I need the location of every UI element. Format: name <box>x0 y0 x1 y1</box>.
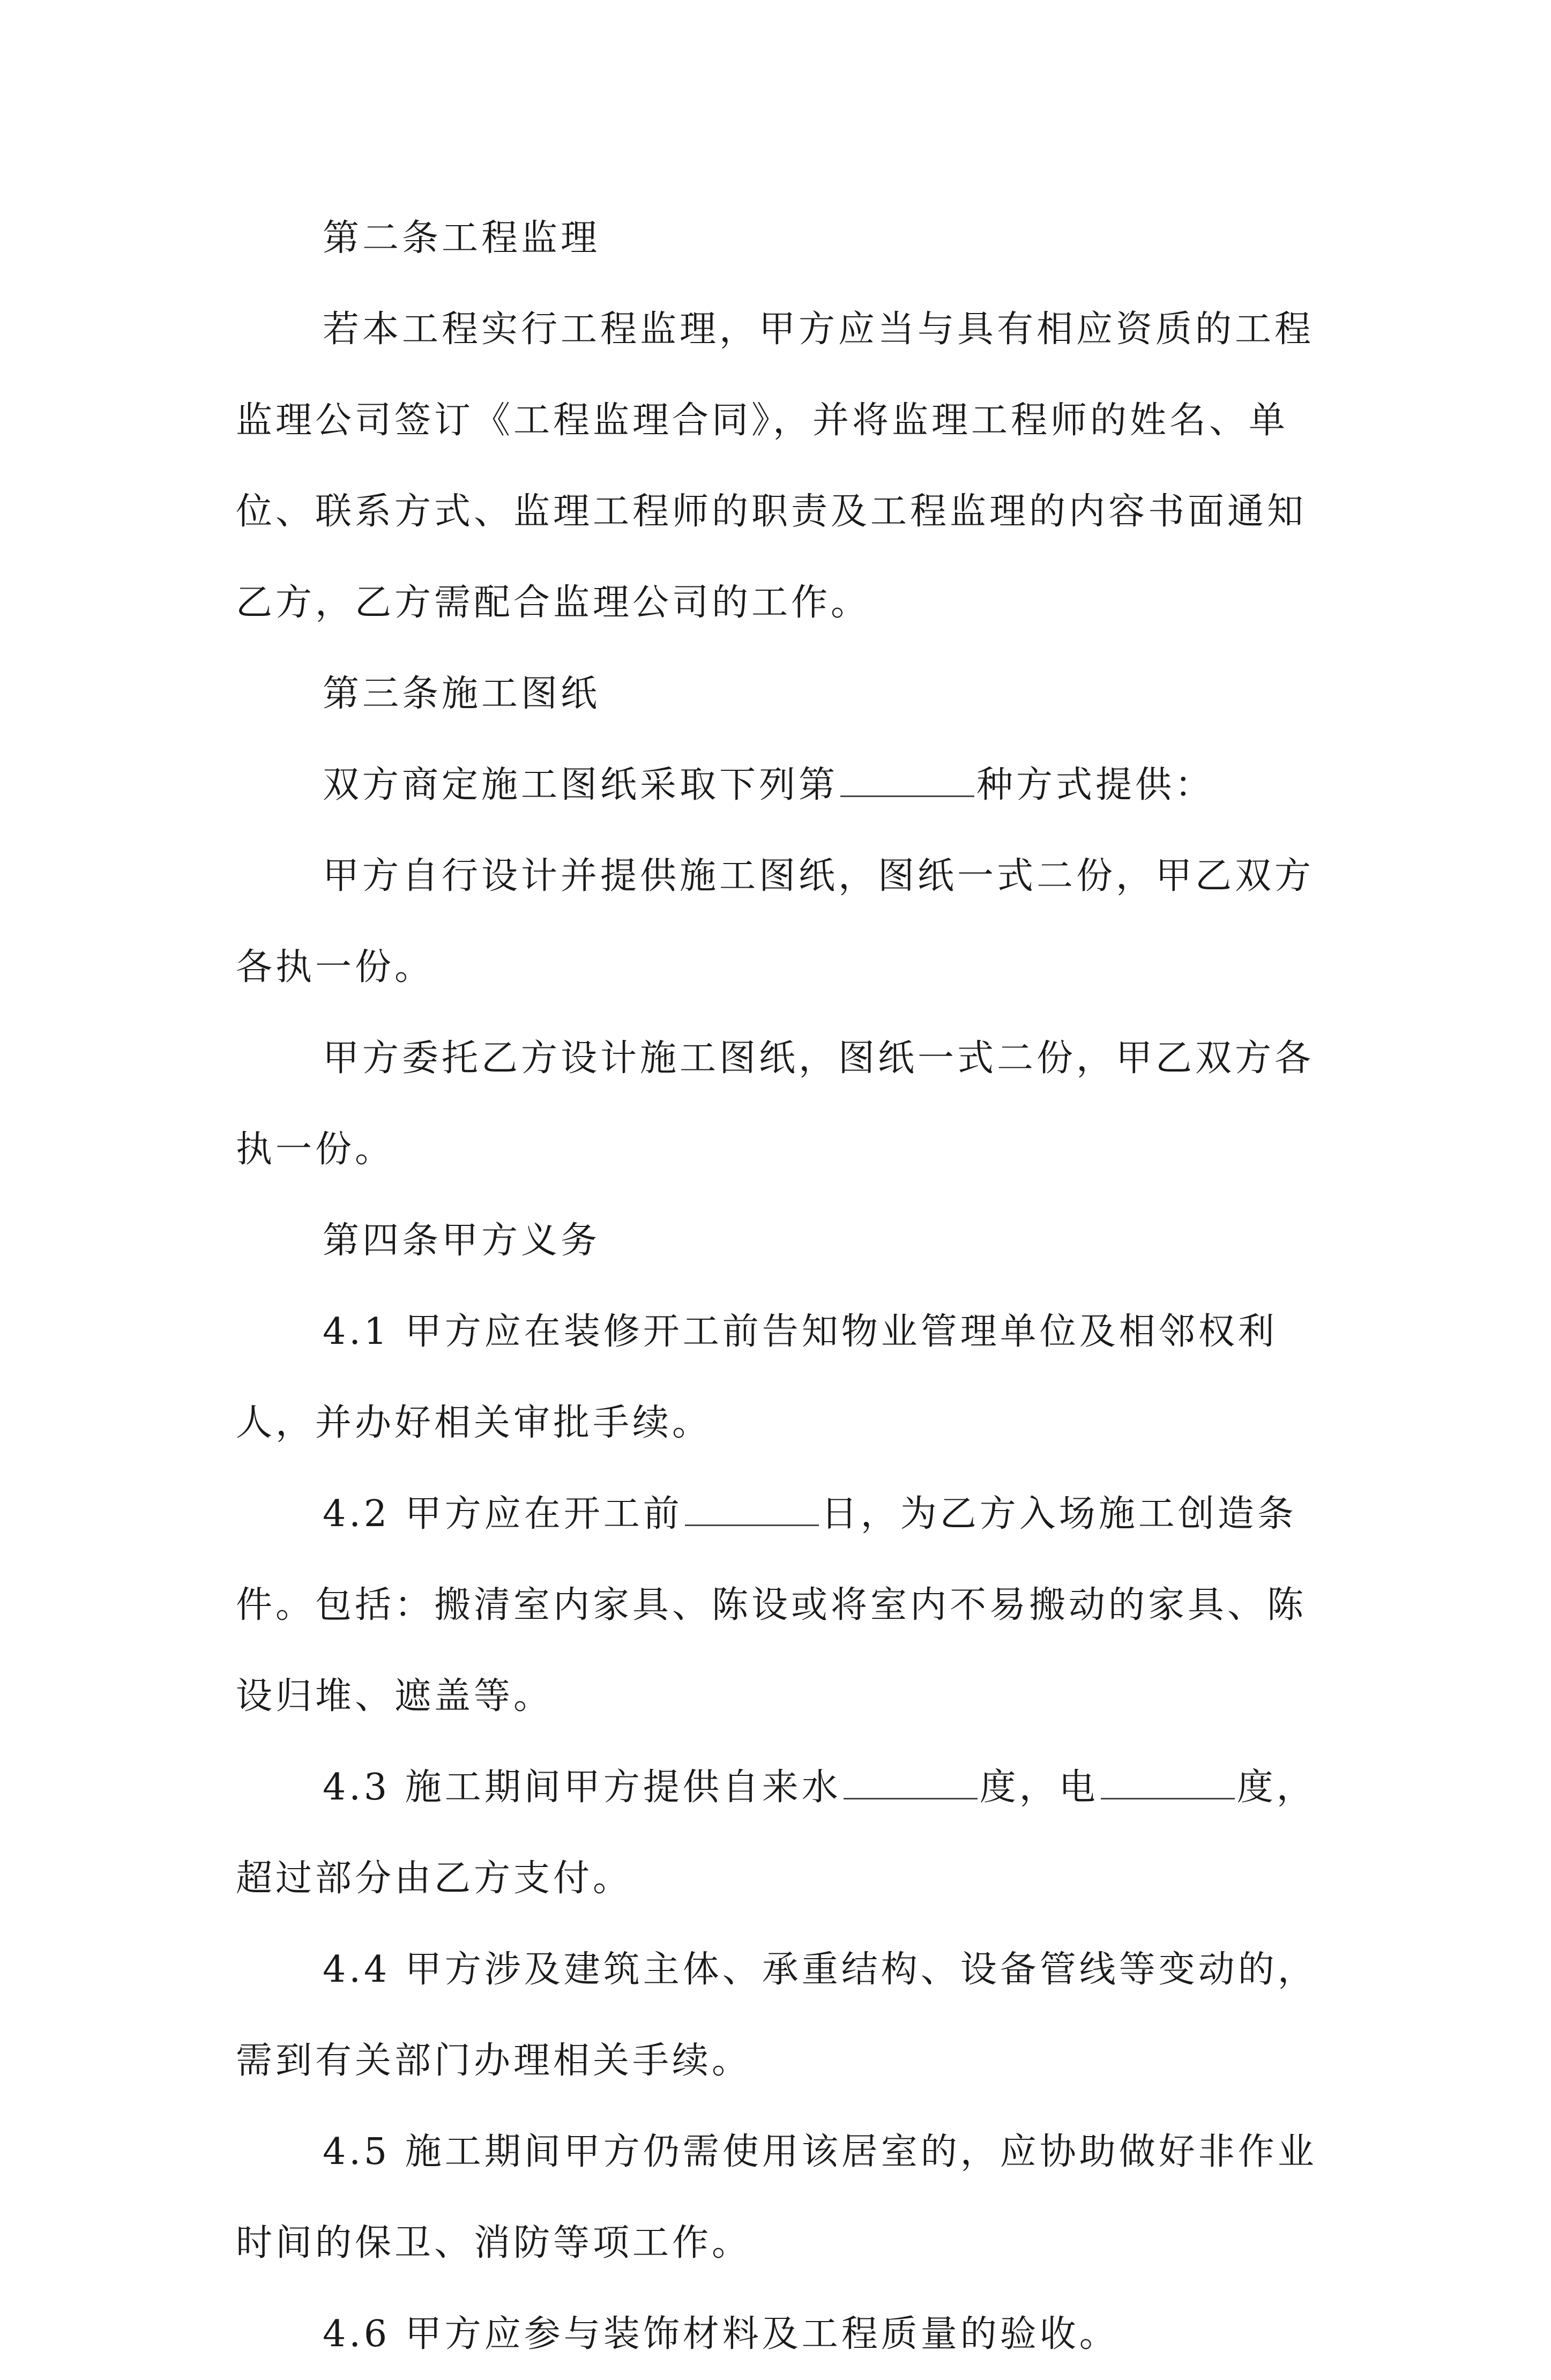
article-3-intro-start: 双方商定施工图纸采取下列第 <box>323 764 839 806</box>
article-4-item-6: 4.6 甲方应参与装饰材料及工程质量的验收。 <box>323 2313 1119 2355</box>
contract-text <box>236 193 1334 2380</box>
article-4-item-2 <box>236 1469 1334 1742</box>
fill-blank-water <box>844 1767 978 1799</box>
article-4-item-5: 4.5 施工期间甲方仍需使用该居室的，应协助做好非作业时间的保卫、消防等项工作。 <box>236 2131 1317 2264</box>
article-3-intro <box>236 740 1334 831</box>
article-4-heading: 第四条甲方义务 <box>323 1219 601 1262</box>
article-4-item-3 <box>236 1742 1334 1924</box>
article-4-item-3-start: 4.3 施工期间甲方提供自来水 <box>323 1766 841 1809</box>
fill-blank-electricity <box>1101 1767 1235 1799</box>
fill-blank-days <box>685 1493 819 1526</box>
article-2-heading: 第二条工程监理 <box>323 217 601 259</box>
article-3-intro-end: 种方式提供： <box>976 764 1215 806</box>
article-2-body: 若本工程实行工程监理，甲方应当与具有相应资质的工程监理公司签订《工程监理合同》，并将监理工程师的姓名、单位、联系方式、监理工程师的职责及工程监理的内容书面通知乙方，乙方需配合监理公司的工作。 <box>236 308 1315 624</box>
article-4-item-4: 4.4 甲方涉及建筑主体、承重结构、设备管线等变动的，需到有关部门办理相关手续。 <box>236 1948 1317 2082</box>
article-4-item-3-mid: 度，电 <box>979 1766 1099 1809</box>
article-4-item-3-end: 度，超过部分由乙方支付。 <box>236 1766 1316 1900</box>
article-4-item-2-start: 4.2 甲方应在开工前 <box>323 1493 683 1535</box>
fill-blank-method <box>840 764 974 797</box>
article-3-heading: 第三条施工图纸 <box>323 673 601 715</box>
article-3-option-2: 甲方委托乙方设计施工图纸，图纸一式二份，甲乙双方各执一份。 <box>236 1037 1315 1171</box>
article-4-item-1: 4.1 甲方应在装修开工前告知物业管理单位及相邻权利人，并办好相关审批手续。 <box>236 1311 1278 1444</box>
article-3-option-1: 甲方自行设计并提供施工图纸，图纸一式二份，甲乙双方各执一份。 <box>236 855 1315 988</box>
article-4-item-2-end: 日，为乙方入场施工创造条件。包括：搬清室内家具、陈设或将室内不易搬动的家具、陈设归堆、遮盖等。 <box>236 1493 1307 1717</box>
